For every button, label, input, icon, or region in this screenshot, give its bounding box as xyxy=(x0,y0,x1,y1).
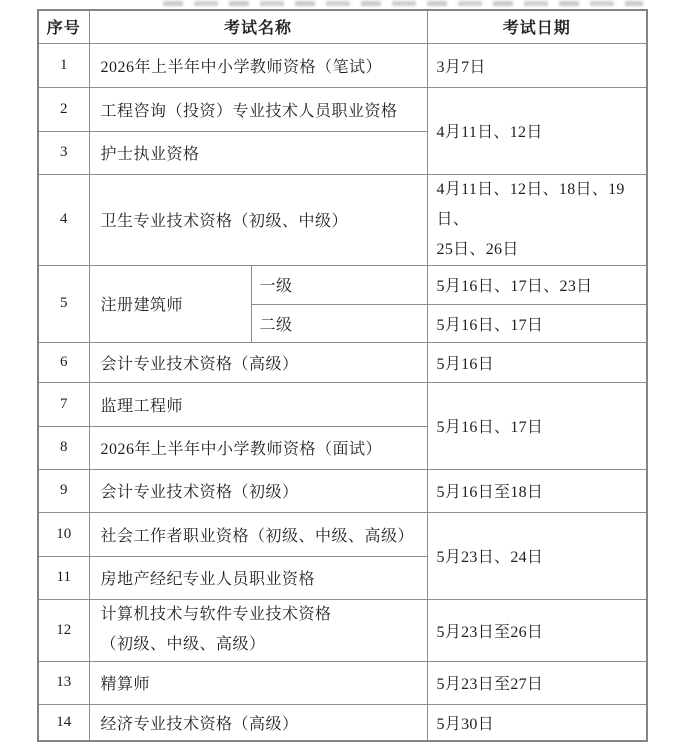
table-row xyxy=(38,469,647,512)
exam-date-cell: 5月16日、17日 xyxy=(427,304,647,342)
exam-name-cell xyxy=(89,599,427,661)
exam-name-cell: 会计专业技术资格（高级） xyxy=(89,342,427,382)
row-no-cell: 9 xyxy=(38,469,89,512)
row-no-cell: 7 xyxy=(38,382,89,426)
row-no-cell: 14 xyxy=(38,704,89,741)
exam-name-cell: 社会工作者职业资格（初级、中级、高级） xyxy=(89,512,427,556)
row-no-cell: 11 xyxy=(38,556,89,599)
row-no-cell: 4 xyxy=(38,174,89,265)
table-row xyxy=(38,342,647,382)
exam-date-cell: 5月30日 xyxy=(427,704,647,741)
exam-name-line: 计算机技术与软件专业技术资格 xyxy=(100,606,332,623)
exam-date-line: 25日、26日 xyxy=(436,240,519,258)
header-row xyxy=(38,10,647,43)
exam-level-cell: 一级 xyxy=(251,265,427,304)
row-no-cell: 8 xyxy=(38,426,89,469)
exam-date-cell-merged: 4月11日、12日 xyxy=(427,87,647,174)
table-row xyxy=(38,265,647,304)
exam-name-cell: 工程咨询（投资）专业技术人员职业资格 xyxy=(89,87,427,131)
exam-name-cell: 精算师 xyxy=(89,661,427,704)
exam-name-line: （初级、中级、高级） xyxy=(100,636,266,653)
exam-name-cell: 经济专业技术资格（高级） xyxy=(89,704,427,741)
exam-name-cell: 会计专业技术资格（初级） xyxy=(89,469,427,512)
cropped-text-artifact xyxy=(163,1,643,6)
row-no-cell: 10 xyxy=(38,512,89,556)
row-no-cell: 6 xyxy=(38,342,89,382)
table-row xyxy=(38,87,647,131)
exam-date-cell: 5月23日至27日 xyxy=(427,661,647,704)
col-header-date: 考试日期 xyxy=(427,10,647,43)
row-no-cell: 5 xyxy=(38,265,89,342)
exam-name-cell: 护士执业资格 xyxy=(89,131,427,174)
exam-date-cell: 5月16日 xyxy=(427,342,647,382)
exam-name-cell: 注册建筑师 xyxy=(89,265,251,342)
exam-date-cell-merged: 5月16日、17日 xyxy=(427,382,647,469)
col-header-name: 考试名称 xyxy=(89,10,427,43)
table-row xyxy=(38,599,647,661)
exam-date-cell: 5月23日至26日 xyxy=(427,599,647,661)
exam-date-cell-merged: 5月23日、24日 xyxy=(427,512,647,599)
exam-date-cell xyxy=(427,174,647,265)
table-row xyxy=(38,174,647,265)
table-row xyxy=(38,704,647,741)
exam-date-cell: 5月16日至18日 xyxy=(427,469,647,512)
exam-name-cell: 2026年上半年中小学教师资格（笔试） xyxy=(89,43,427,87)
table-row xyxy=(38,43,647,87)
row-no-cell: 1 xyxy=(38,43,89,87)
row-no-cell: 3 xyxy=(38,131,89,174)
row-no-cell: 13 xyxy=(38,661,89,704)
exam-schedule-table xyxy=(37,9,648,742)
col-header-no: 序号 xyxy=(38,10,89,43)
exam-name-cell: 房地产经纪专业人员职业资格 xyxy=(89,556,427,599)
row-no-cell: 2 xyxy=(38,87,89,131)
exam-date-cell: 3月7日 xyxy=(427,43,647,87)
table-row xyxy=(38,661,647,704)
exam-date-line: 4月11日、12日、18日、19日、 xyxy=(436,180,625,228)
row-no-cell: 12 xyxy=(38,599,89,661)
exam-name-cell: 监理工程师 xyxy=(89,382,427,426)
exam-name-cell: 2026年上半年中小学教师资格（面试） xyxy=(89,426,427,469)
exam-name-cell: 卫生专业技术资格（初级、中级） xyxy=(89,174,427,265)
table-row xyxy=(38,382,647,426)
exam-level-cell: 二级 xyxy=(251,304,427,342)
exam-date-cell: 5月16日、17日、23日 xyxy=(427,265,647,304)
table-row xyxy=(38,512,647,556)
